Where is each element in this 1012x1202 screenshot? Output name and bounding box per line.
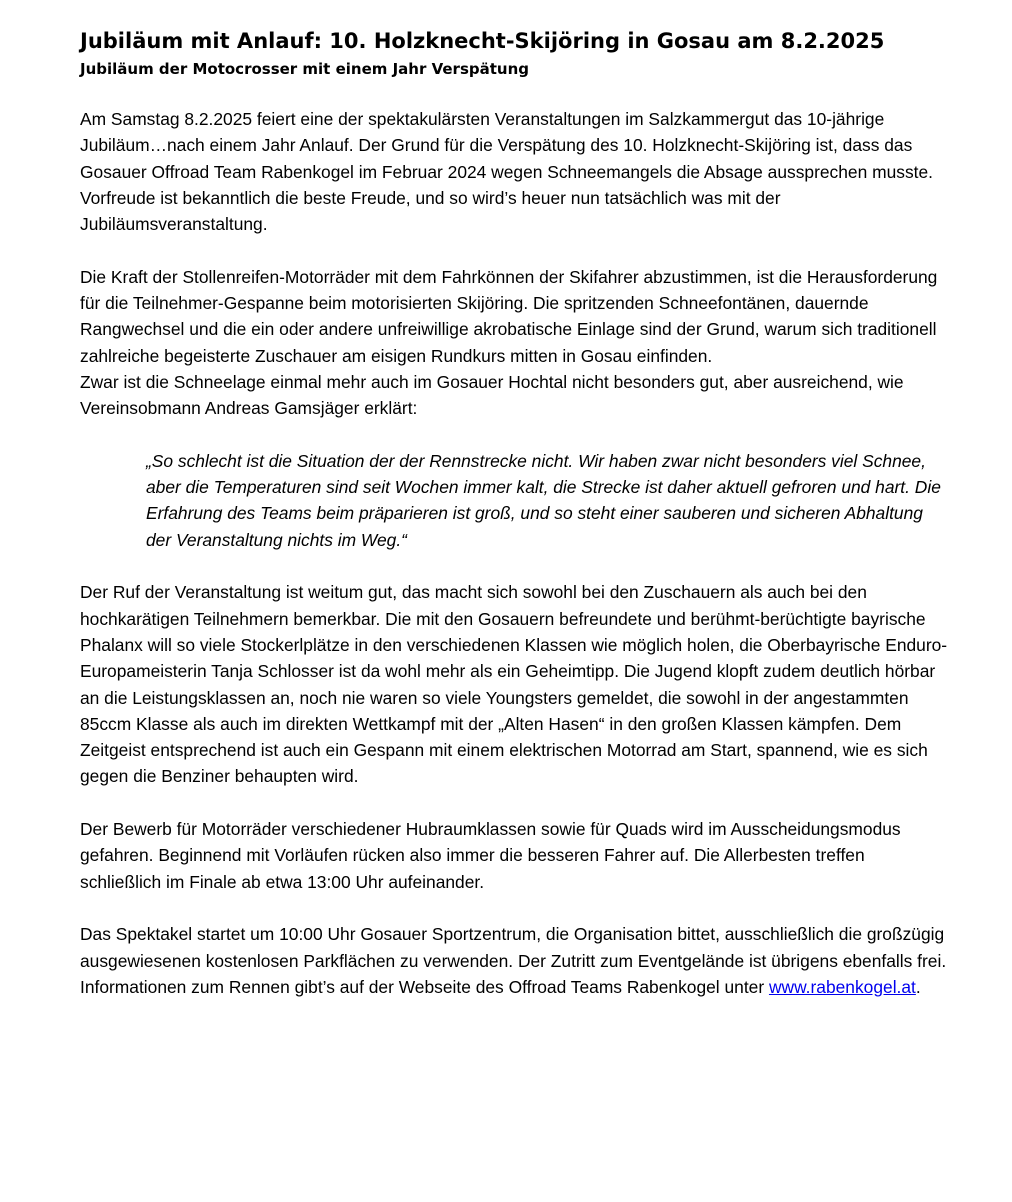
paragraph-schedule — [80, 921, 950, 1000]
quote-block: „So schlecht ist die Situation der der Rennstrecke nicht. Wir haben zwar nicht besonders viel Schnee, aber die Temperaturen sind seit Wochen immer kalt, die Strecke ist daher aktuell gefroren und hart. Die Erfahrung des Teams beim präparieren ist groß, und so steht einer sauberen und sicheren Abhaltung der Veranstaltung nichts im Weg.“ — [146, 450, 941, 550]
article-subtitle: Jubiläum der Motocrosser mit einem Jahr Verspätung — [80, 60, 530, 78]
paragraph-spacer — [80, 895, 950, 921]
paragraph-spacer — [80, 422, 950, 448]
paragraph-schedule-text: Das Spektakel startet um 10:00 Uhr Gosauer Sportzentrum, die Organisation bittet, ausschließlich die großzügig ausgewiesenen kostenlosen Parkflächen zu verwenden. Der Zutritt zum Eventgelände ist übrigens ebenfalls frei. Informationen zum Rennen gibt’s auf der Webseite des Offroad Teams Rabenkogel unter — [80, 924, 947, 997]
paragraph-snow-conditions: Zwar ist die Schneelage einmal mehr auch im Gosauer Hochtal nicht besonders gut, aber ausreichend, wie Vereinsobmann Andreas Gamsjäger erklärt: — [80, 371, 904, 419]
website-link[interactable]: www.rabenkogel.at — [768, 976, 916, 997]
paragraph-description: Die Kraft der Stollenreifen-Motorräder mit dem Fahrkönnen der Skifahrer abzustimmen, ist die Herausforderung für die Teilnehmer-Gespanne beim motorisierten Skijöring. Die spritzenden Schneefontänen, dauernde Rangwechsel und die ein oder andere unfreiwillige akrobatische Einlage sind der Grund, warum sich traditionell zahlreiche begeisterte Zuschauer am eisigen Rundkurs mitten in Gosau einfinden. — [80, 266, 938, 366]
article — [80, 28, 950, 1000]
paragraph-reputation: Der Ruf der Veranstaltung ist weitum gut, das macht sich sowohl bei den Zuschauern als auch bei den hochkarätigen Teilnehmern bemerkbar. Die mit den Gosauern befreundete und berühmt-berüchtigte bayrische Phalanx will so viele Stockerlplätze in den verschiedenen Klassen wie möglich holen, die Oberbayrische Enduro-Europameisterin Tanja Schlosser ist da wohl mehr als ein Geheimtipp. Die Jugend klopft zudem deutlich hörbar an die Leistungsklassen an, noch nie waren so viele Youngsters gemeldet, die sowohl in der angestammten 85ccm Klasse als auch im direkten Wettkampf mit der „Alten Hasen“ in den großen Klassen kämpfen. Dem Zeitgeist entsprechend ist auch ein Gespann mit einem elektrischen Motorrad am Start, spannend, wie es sich gegen die Benziner behaupten wird. — [80, 582, 948, 787]
paragraph-intro: Am Samstag 8.2.2025 feiert eine der spektakulärsten Veranstaltungen im Salzkammergut das 10-jährige Jubiläum…nach einem Jahr Anlauf. Der Grund für die Verspätung des 10. Holzknecht-Skijöring ist, dass das Gosauer Offroad Team Rabenkogel im Februar 2024 wegen Schneemangels die Absage aussprechen musste. Vorfreude ist bekanntlich die beste Freude, und so wird’s heuer nun tatsächlich was mit der Jubiläumsveranstaltung. — [80, 109, 933, 235]
paragraph-format: Der Bewerb für Motorräder verschiedener Hubraumklassen sowie für Quads wird im Ausscheidungsmodus gefahren. Beginnend mit Vorläufen rücken also immer die besseren Fahrer auf. Die Allerbesten treffen schließlich im Finale ab etwa 13:00 Uhr aufeinander. — [80, 819, 901, 892]
paragraph-spacer — [80, 237, 950, 263]
paragraph-spacer — [80, 790, 950, 816]
paragraph-schedule-end: . — [915, 976, 921, 997]
paragraph-spacer — [80, 553, 950, 579]
article-title: Jubiläum mit Anlauf: 10. Holzknecht-Skijöring in Gosau am 8.2.2025 — [80, 29, 885, 53]
